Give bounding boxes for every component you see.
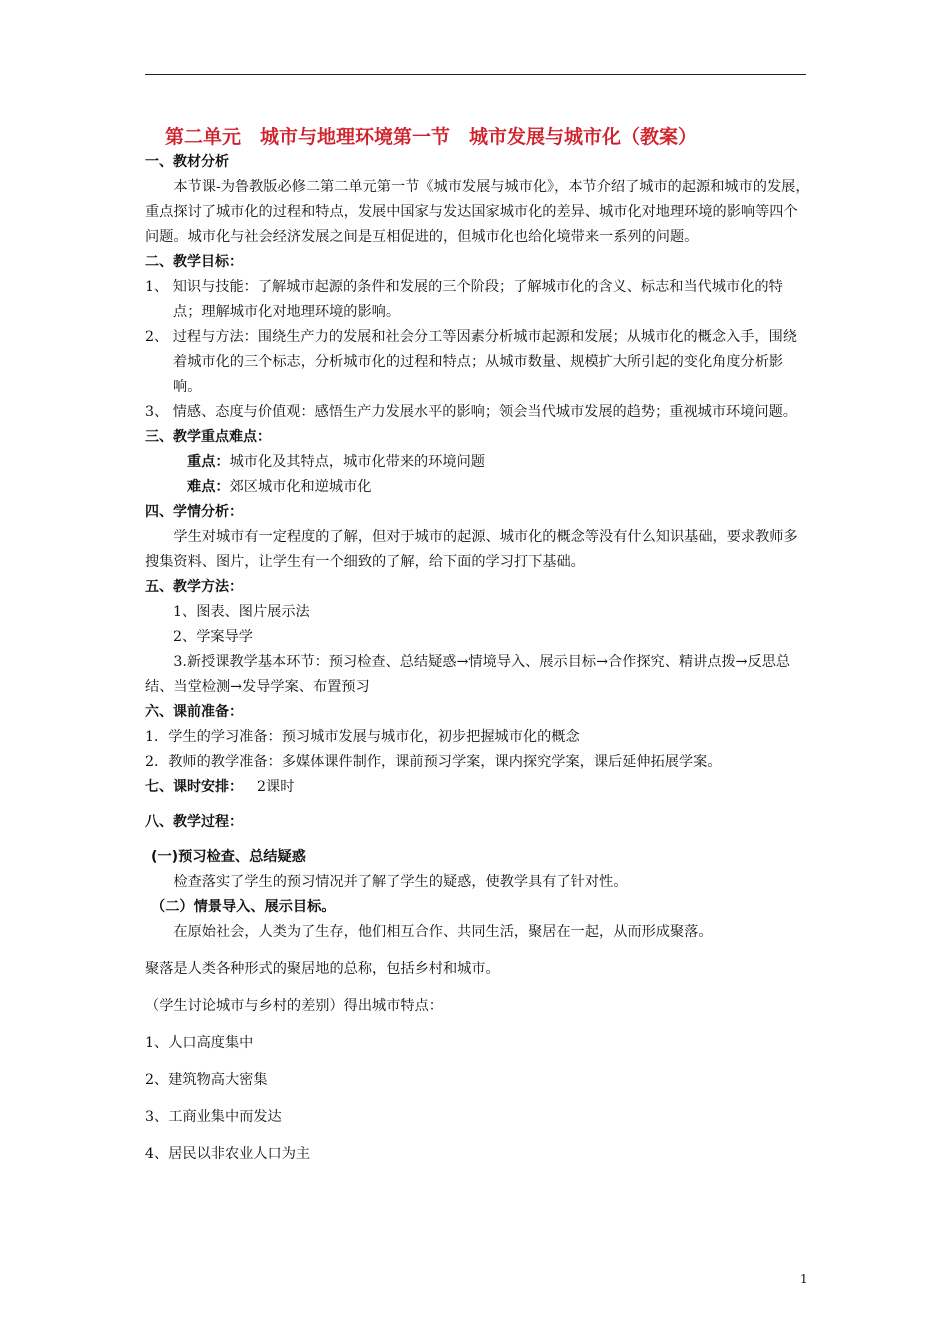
page-number: 1	[800, 1272, 808, 1286]
section-heading-process: 八、教学过程：	[145, 814, 243, 830]
preparation-item: 1．学生的学习准备：预习城市发展与城市化，初步把握城市化的概念	[145, 729, 580, 745]
discussion-line: （学生讨论城市与乡村的差别）得出城市特点：	[145, 998, 443, 1014]
city-feature-item: 4、居民以非农业人口为主	[145, 1146, 311, 1162]
student-analysis-paragraph: 学生对城市有一定程度的了解，但对于城市的起源、城市化的概念等没有什么知识基础，要求教师多搜集资料、图片，让学生有一个细致的了解，给下面的学习打下基础。	[145, 529, 798, 570]
key-point-label: 重点：	[187, 454, 230, 470]
key-point-line	[145, 450, 810, 475]
objective-item: 2、 过程与方法：围绕生产力的发展和社会分工等因素分析城市起源和发展；从城市化的概念入手，围绕着城市化的三个标志，分析城市化的过程和特点；从城市数量、规模扩大所引起的变化角度分析影响。	[145, 329, 797, 395]
city-feature-item: 2、建筑物高大密集	[145, 1072, 268, 1088]
difficulty-label: 难点：	[187, 479, 230, 495]
section-heading-methods: 五、教学方法：	[145, 579, 243, 595]
objective-item: 3、 情感、态度与价值观：感悟生产力发展水平的影响；领会当代城市发展的趋势；重视城市环境问题。	[145, 404, 797, 420]
analysis-paragraph: 本节课-为鲁教版必修二第二单元第一节《城市发展与城市化》，本节介绍了城市的起源和城市的发展，重点探讨了城市化的过程和特点，发展中国家与发达国家城市化的差异、城市化对地理环境的影响等四个问题。城市化与社会经济发展之间是互相促进的，但城市化也给化境带来一系列的问题。	[145, 179, 810, 245]
header-rule	[145, 74, 806, 75]
section-heading-preparation: 六、课前准备：	[145, 704, 243, 720]
difficulty-line	[145, 475, 810, 500]
document-title: 第二单元 城市与地理环境第一节 城市发展与城市化（教案）	[165, 126, 698, 148]
method-item: 3.新授课教学基本环节：预习检查、总结疑惑→情境导入、展示目标→合作探究、精讲点拨→反思总结、当堂检测→发导学案、布置预习	[145, 654, 791, 695]
section-heading-analysis: 一、教材分析	[145, 154, 229, 170]
method-item: 1、图表、图片展示法	[173, 604, 310, 620]
section-heading-key-points: 三、教学重点难点：	[145, 429, 271, 445]
document-body	[145, 150, 810, 1167]
objective-item: 1、 知识与技能：了解城市起源的条件和发展的三个阶段；了解城市化的含义、标志和当代城市化的特点；理解城市化对地理环境的影响。	[145, 279, 783, 320]
schedule-value: 2课时	[257, 779, 295, 795]
subsection-heading-intro: （二）情景导入、展示目标。	[151, 899, 336, 915]
difficulty-text: 郊区城市化和逆城市化	[229, 479, 372, 495]
intro-text: 在原始社会，人类为了生存，他们相互合作、共同生活，聚居在一起，从而形成聚落。	[173, 924, 713, 940]
section-heading-objectives: 二、教学目标：	[145, 254, 243, 270]
preview-text: 检查落实了学生的预习情况并了解了学生的疑惑，使教学具有了针对性。	[173, 874, 628, 890]
city-feature-item: 3、工商业集中而发达	[145, 1109, 282, 1125]
schedule-line	[145, 775, 810, 800]
key-point-text: 城市化及其特点，城市化带来的环境问题	[229, 454, 485, 470]
settlement-definition: 聚落是人类各种形式的聚居地的总称，包括乡村和城市。	[145, 961, 500, 977]
subsection-heading-preview: (一)预习检查、总结疑惑	[151, 849, 306, 865]
section-heading-student-analysis: 四、学情分析：	[145, 504, 243, 520]
method-item: 2、学案导学	[173, 629, 253, 645]
section-heading-schedule: 七、课时安排：	[145, 779, 243, 795]
city-feature-item: 1、人口高度集中	[145, 1035, 254, 1051]
preparation-item: 2．教师的教学准备：多媒体课件制作，课前预习学案，课内探究学案，课后延伸拓展学案。	[145, 754, 722, 770]
